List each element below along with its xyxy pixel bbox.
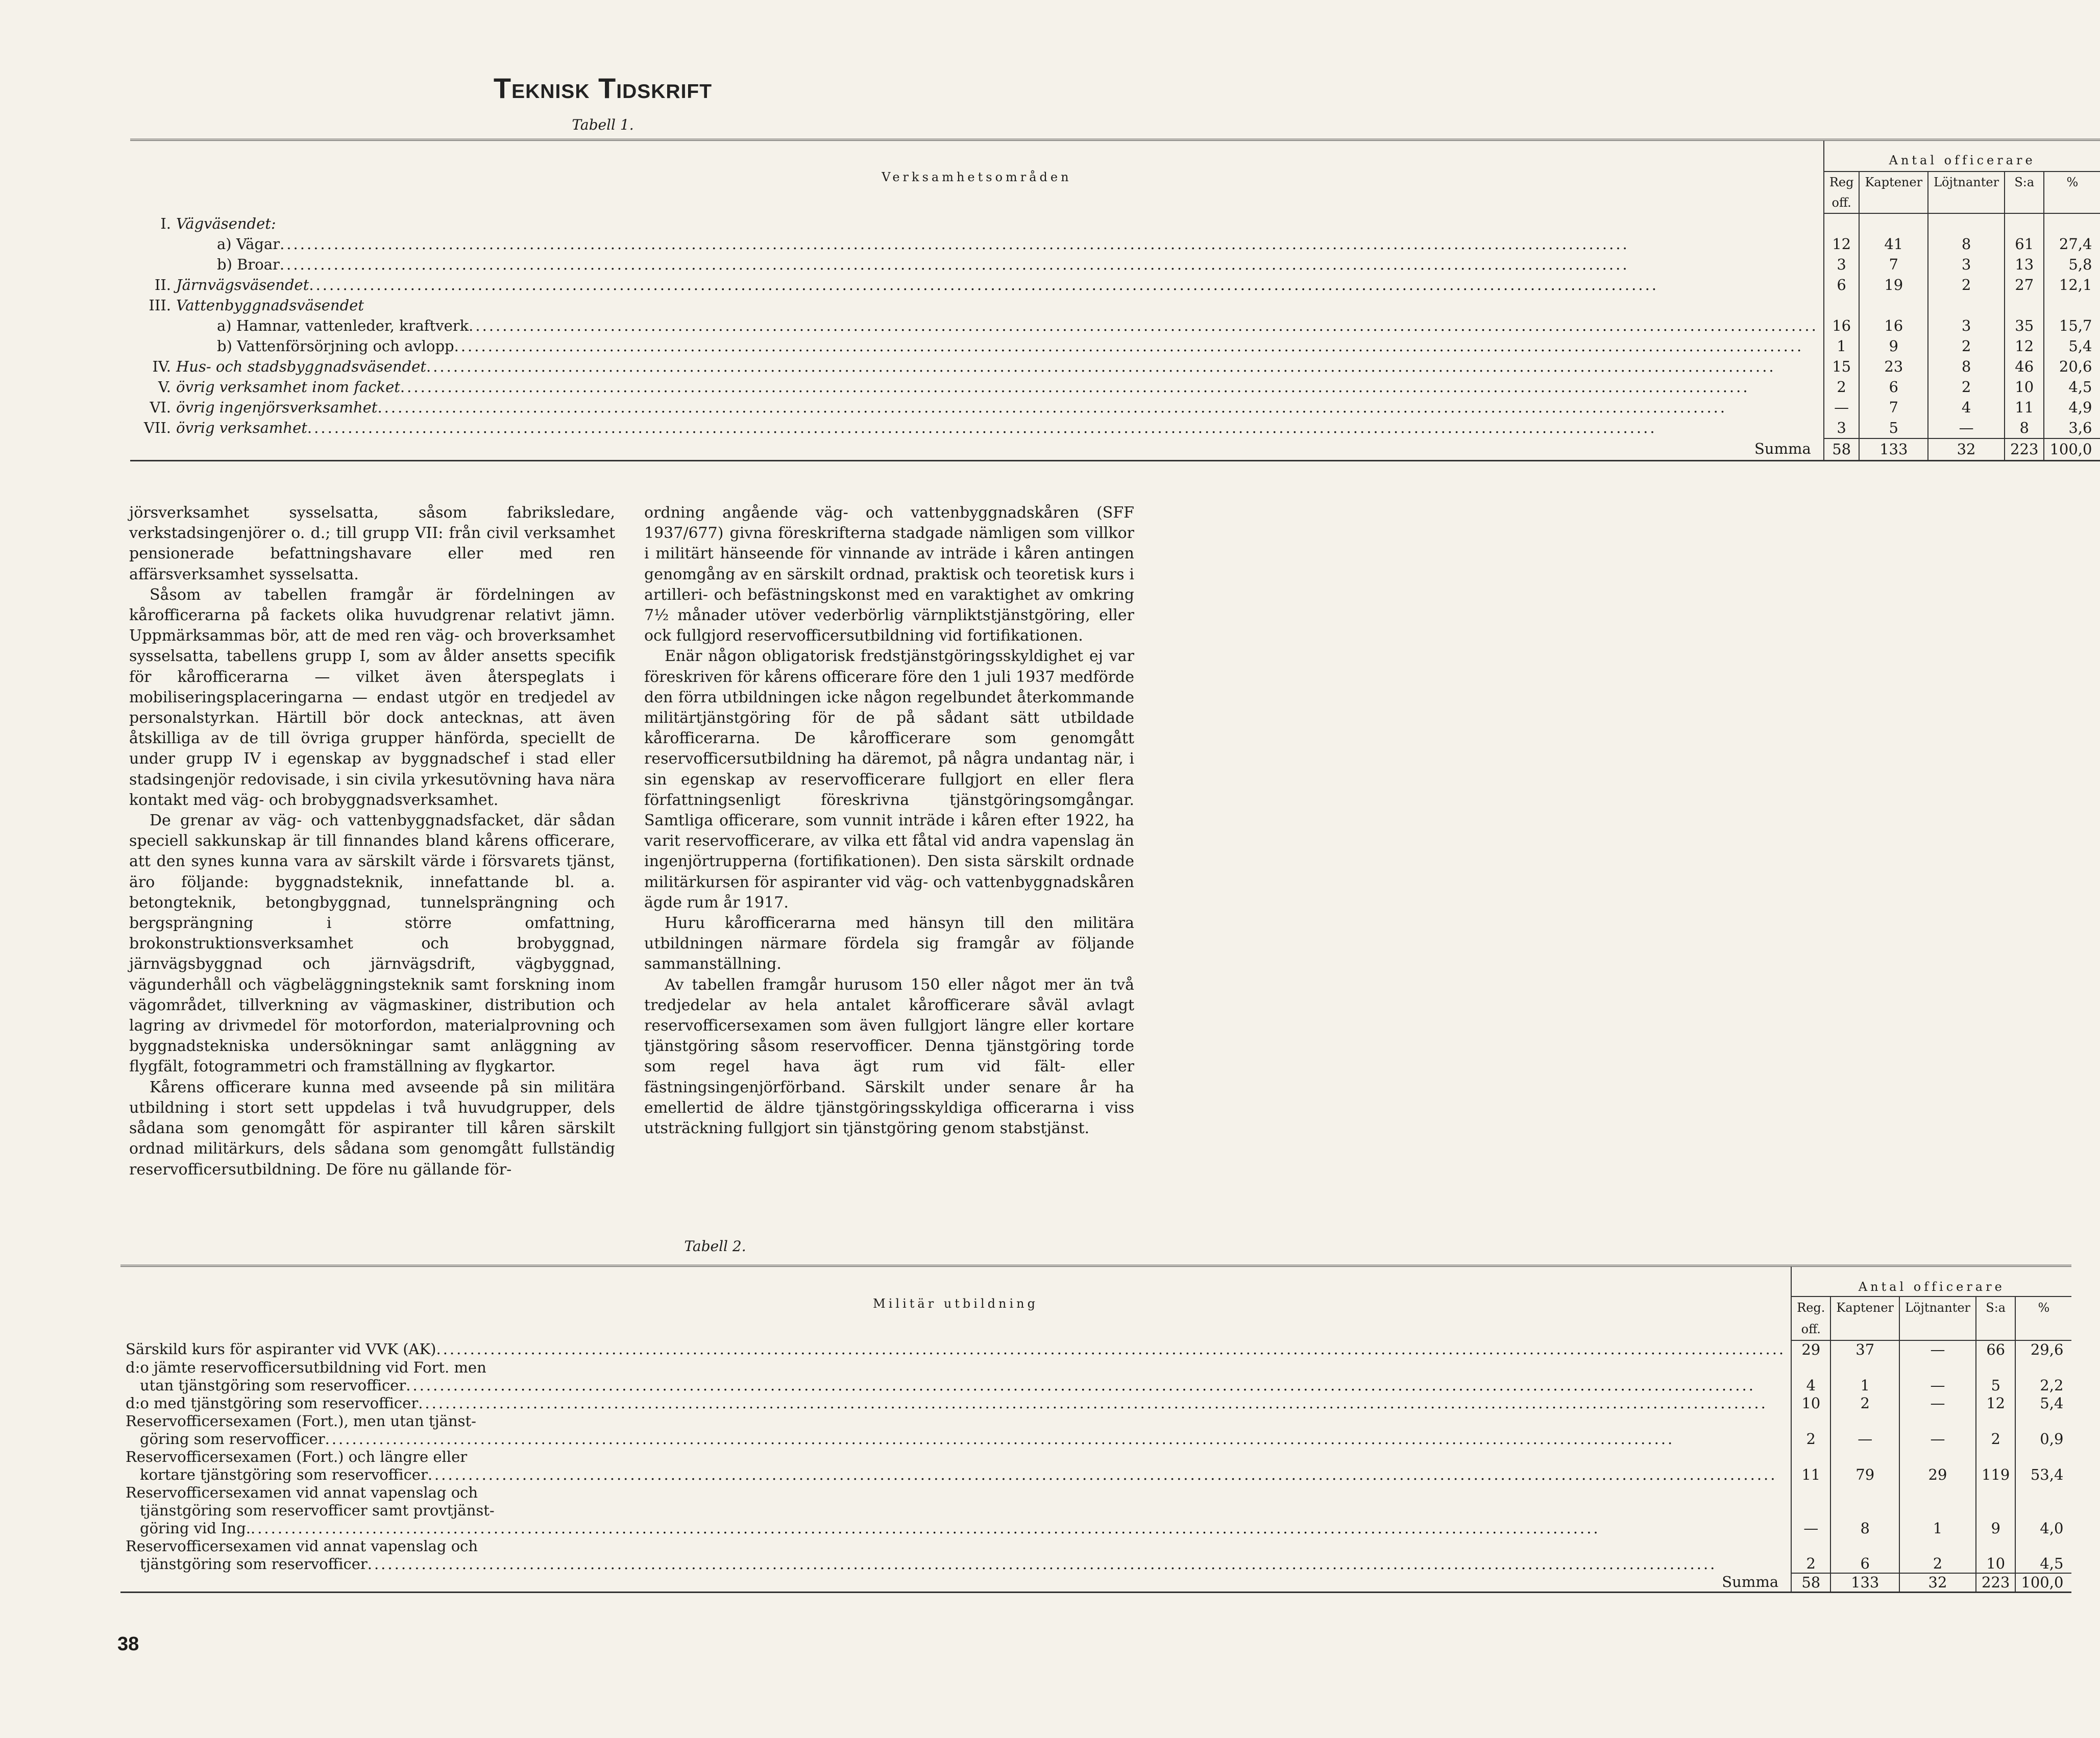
t1-value-cell: 23 [1859, 356, 1928, 377]
t2-area-cell [120, 1484, 1791, 1537]
row-label-text: a) Vägar [217, 235, 280, 253]
t1-area-cell [130, 275, 1824, 295]
row-label-text: Järnvägsväsendet [176, 276, 309, 293]
t2-area-cell [120, 1359, 1791, 1394]
t2-value-cell: — [1899, 1359, 1976, 1394]
t2-value-cell: 5 [1976, 1359, 2015, 1394]
t2-sum-cell: 32 [1899, 1573, 1976, 1593]
t1-value-cell: 15,7 [2044, 315, 2100, 336]
t2-value-cell: 4,5 [2015, 1537, 2071, 1573]
row-label [135, 356, 426, 377]
t1-value-cell [2044, 295, 2100, 315]
t1-value-cell [1824, 213, 1860, 234]
row-label-text: Vägväsendet: [176, 215, 276, 232]
t2-sum-cell: 133 [1830, 1573, 1899, 1593]
t1-value-cell [2005, 295, 2044, 315]
t1-value-cell: 3,6 [2044, 418, 2100, 438]
t2-value-cell: 2,2 [2015, 1359, 2071, 1394]
t1-sum-cell: 58 [1824, 438, 1860, 461]
row-label [135, 336, 454, 356]
row-label-text: b) Broar [217, 256, 280, 273]
t1-value-cell: 3 [1824, 418, 1860, 438]
t2-value-cell: 1 [1899, 1484, 1976, 1537]
table-row [130, 418, 2100, 438]
row-label [135, 234, 280, 254]
t1-value-cell: 9 [1859, 336, 1928, 356]
table-row [120, 1340, 2071, 1359]
t1-value-cell: 61 [2005, 234, 2044, 254]
row-label-line: Reservofficersexamen vid annat vapenslag och [126, 1537, 478, 1555]
t2-col-header: Reg. off. [1791, 1296, 1830, 1340]
row-label-line: Särskild kurs för aspiranter vid VVK (AK) [126, 1340, 436, 1358]
t2-value-cell: 6 [1830, 1537, 1899, 1573]
t1-area-cell [130, 397, 1824, 418]
row-label [135, 418, 307, 438]
row-label-text: Hus- och stadsbyggnadsväsendet [176, 358, 426, 375]
t2-area-cell [120, 1448, 1791, 1484]
t2-value-cell: 11 [1791, 1448, 1830, 1484]
t2-sum-label: Summa [1722, 1573, 1779, 1590]
row-label [135, 397, 377, 418]
table-row [120, 1412, 2071, 1448]
row-number: IV. [152, 358, 171, 375]
t1-value-cell: 2 [1928, 377, 2005, 397]
t2-area-header: Militär utbildning [873, 1296, 1038, 1311]
t1-value-cell: 19 [1859, 275, 1928, 295]
t1-col-header: % [2044, 172, 2100, 213]
t1-value-cell: 46 [2005, 356, 2044, 377]
row-label-line: Reservofficersexamen (Fort.) och längre eller [126, 1448, 468, 1465]
row-label-text: Vattenbyggnadsväsendet [176, 297, 364, 314]
row-label-line: utan tjänstgöring som reservofficer [140, 1377, 406, 1394]
table-row [130, 213, 2100, 234]
t1-area-cell [130, 315, 1824, 336]
row-label-line: Reservofficersexamen vid annat vapenslag och [126, 1484, 478, 1501]
t2-value-cell: — [1830, 1412, 1899, 1448]
t2-value-cell: — [1899, 1412, 1976, 1448]
table-row [130, 315, 2100, 336]
row-label-text: a) Hamnar, vattenleder, kraftverk [217, 317, 469, 334]
t1-sum-label: Summa [1754, 440, 1811, 457]
t2-value-cell: 29 [1791, 1340, 1830, 1359]
t2-col-header: S:a [1976, 1296, 2015, 1340]
t2-value-cell: 29,6 [2015, 1340, 2071, 1359]
t1-value-cell: 10 [2005, 377, 2044, 397]
t1-value-cell: 5,8 [2044, 254, 2100, 275]
t1-col-header: S:a [2005, 172, 2044, 213]
t2-value-cell: — [1899, 1394, 1976, 1412]
t1-value-cell [1859, 213, 1928, 234]
table-row [120, 1394, 2071, 1412]
t1-value-cell: 12 [2005, 336, 2044, 356]
t2-value-cell: — [1791, 1484, 1830, 1537]
table-row [130, 377, 2100, 397]
t1-area-header: Verksamhetsområden [882, 169, 1072, 184]
t1-value-cell: 2 [1928, 275, 2005, 295]
t1-value-cell: — [1928, 418, 2005, 438]
t2-value-cell: 2 [1976, 1412, 2015, 1448]
t1-value-cell: 8 [1928, 234, 2005, 254]
page-number: 38 [117, 1633, 139, 1655]
t2-value-cell: 10 [1791, 1394, 1830, 1412]
t2-col-header: % [2015, 1296, 2071, 1340]
t2-area-cell [120, 1340, 1791, 1359]
t2-value-cell: 12 [1976, 1394, 2015, 1412]
paragraph: Huru kårofficerarna med hänsyn till den militära utbildningen närmare fördela sig framgår av följande sammanställning. [644, 914, 1134, 973]
t2-value-cell: 2 [1830, 1394, 1899, 1412]
t2-value-cell: 66 [1976, 1340, 2015, 1359]
row-label [135, 315, 469, 336]
t2-value-cell: 119 [1976, 1448, 2015, 1484]
row-label-line: Reservofficersexamen (Fort.), men utan tjänst- [126, 1412, 476, 1430]
t1-sum-cell: 133 [1859, 438, 1928, 461]
row-number: VII. [143, 419, 171, 436]
t1-value-cell: 7 [1859, 397, 1928, 418]
t2-value-cell: 4 [1791, 1359, 1830, 1394]
t2-col-header: Löjtnanter [1899, 1296, 1976, 1340]
row-number: VI. [150, 399, 171, 416]
t1-value-cell: 4,5 [2044, 377, 2100, 397]
t2-area-cell [120, 1394, 1791, 1412]
t1-value-cell [2005, 213, 2044, 234]
t1-value-cell [1859, 295, 1928, 315]
t1-value-cell: 12,1 [2044, 275, 2100, 295]
table-row [120, 1359, 2071, 1394]
t1-value-cell: 4 [1928, 397, 2005, 418]
t1-value-cell [1824, 295, 1860, 315]
row-label-line: d:o jämte reservofficersutbildning vid Fort. men [126, 1359, 486, 1376]
t2-value-cell: — [1899, 1340, 1976, 1359]
t2-sum-cell: 58 [1791, 1573, 1830, 1593]
row-label-line: kortare tjänstgöring som reservofficer [140, 1466, 428, 1483]
t1-value-cell: 6 [1859, 377, 1928, 397]
t2-value-cell: 0,9 [2015, 1412, 2071, 1448]
table-row [120, 1537, 2071, 1573]
t1-value-cell: 2 [1928, 336, 2005, 356]
row-label-text: b) Vattenförsörjning och avlopp [217, 337, 454, 355]
row-label-line: tjänstgöring som reservofficer [140, 1555, 368, 1573]
t2-value-cell: 2 [1791, 1537, 1830, 1573]
paragraph: Kårens officerare kunna med avseende på sin militära utbildning i stort sett uppdelas i två huvudgrupper, dels sådana som genomgått för aspiranter till kåren särskilt ordnad militärkurs, dels sådana som genomgått fullständig reservofficersutbildning. De före nu gällande för- [129, 1078, 615, 1179]
row-label [135, 295, 364, 315]
t2-sum-cell: 100,0 [2015, 1573, 2071, 1593]
t1-sum-cell: 32 [1928, 438, 2005, 461]
table-row [130, 254, 2100, 275]
t2-value-cell: 9 [1976, 1484, 2015, 1537]
t2-area-cell [120, 1537, 1791, 1573]
t1-value-cell: 11 [2005, 397, 2044, 418]
t1-value-cell: 1 [1824, 336, 1860, 356]
t1-value-cell: 16 [1824, 315, 1860, 336]
t1-value-cell: 7 [1859, 254, 1928, 275]
t2-value-cell: 29 [1899, 1448, 1976, 1484]
row-label-text: övrig verksamhet inom facket [176, 378, 400, 396]
t1-col-header: Kaptener [1859, 172, 1928, 213]
table-row [130, 356, 2100, 377]
t1-value-cell: 15 [1824, 356, 1860, 377]
body-column-right [644, 503, 1134, 1139]
t1-area-cell [130, 234, 1824, 254]
t2-sum-cell: 223 [1976, 1573, 2015, 1593]
table-row [120, 1484, 2071, 1537]
table-row [130, 234, 2100, 254]
paragraph: Såsom av tabellen framgår är fördelningen av kårofficerarna på fackets olika huvudgrenar relativt jämn. Uppmärksammas bör, att de med ren väg- och broverksamhet sysselsatta, tabellens grupp I, som av ålder ansetts specifik för kårofficerarna — vilket även återspeglats i mobiliseringsplaceringarna — endast utgör en tredjedel av personalstyrkan. Härtill bör dock antecknas, att även åtskilliga av de till övriga grupper hänförda, speciellt de under grupp IV i egenskap av byggnadschef i stad eller stadsingenjör redovisade, i sin civila yrkesutövning hava nära kontakt med väg- och brobyggnadsverksamhet. [129, 585, 615, 809]
t2-value-cell: 8 [1830, 1484, 1899, 1537]
table1 [130, 139, 2100, 461]
row-label-line: göring vid Ing. [140, 1520, 251, 1537]
t2-value-cell: 53,4 [2015, 1448, 2071, 1484]
paragraph: jörsverksamhet sysselsatta, såsom fabriksledare, verkstadsingenjörer o. d.; till grupp VII: från civil verksamhet pensionerade befattningshavare eller med ren affärsverksamhet sysselsatta. [129, 504, 615, 583]
table-row [130, 275, 2100, 295]
t1-value-cell: 5 [1859, 418, 1928, 438]
t1-value-cell: — [1824, 397, 1860, 418]
table-row [130, 397, 2100, 418]
t1-value-cell: 20,6 [2044, 356, 2100, 377]
t1-value-cell: 27,4 [2044, 234, 2100, 254]
t1-group-header: Antal officerare [1824, 140, 2100, 172]
t1-value-cell: 13 [2005, 254, 2044, 275]
t1-value-cell: 8 [2005, 418, 2044, 438]
t2-value-cell: 37 [1830, 1340, 1899, 1359]
row-label-line: göring som reservofficer [140, 1430, 325, 1448]
table-row [120, 1448, 2071, 1484]
table2-body [120, 1340, 2071, 1573]
t2-value-cell: 1 [1830, 1359, 1899, 1394]
journal-title: Teknisk Tidskrift [493, 72, 713, 104]
t1-value-cell [1928, 295, 2005, 315]
row-label-text: övrig verksamhet [176, 419, 307, 436]
t1-value-cell: 2 [1824, 377, 1860, 397]
t1-value-cell: 41 [1859, 234, 1928, 254]
row-label-line: tjänstgöring som reservofficer samt provtjänst- [140, 1502, 495, 1519]
t1-value-cell: 3 [1928, 254, 2005, 275]
t1-value-cell: 27 [2005, 275, 2044, 295]
table1-caption: Tabell 1. [572, 116, 634, 133]
t1-value-cell: 3 [1928, 315, 2005, 336]
row-label [135, 213, 276, 234]
t1-value-cell: 5,4 [2044, 336, 2100, 356]
t1-sum-cell: 223 [2005, 438, 2044, 461]
row-label [135, 254, 280, 275]
t1-value-cell [1928, 213, 2005, 234]
t1-sum-cell: 100,0 [2044, 438, 2100, 461]
t1-value-cell: 3 [1824, 254, 1860, 275]
t1-value-cell: 8 [1928, 356, 2005, 377]
row-number: V. [158, 378, 171, 396]
t1-value-cell [2044, 213, 2100, 234]
row-number: III. [149, 297, 171, 314]
t2-value-cell: 5,4 [2015, 1394, 2071, 1412]
t1-value-cell: 12 [1824, 234, 1860, 254]
t1-col-header: Löjtnanter [1928, 172, 2005, 213]
t1-area-cell [130, 377, 1824, 397]
row-label [135, 377, 400, 397]
t2-value-cell: 79 [1830, 1448, 1899, 1484]
row-number: II. [154, 276, 171, 293]
t2-value-cell: 4,0 [2015, 1484, 2071, 1537]
t1-area-cell [130, 336, 1824, 356]
t1-area-cell [130, 295, 1824, 315]
t1-value-cell: 6 [1824, 275, 1860, 295]
paragraph: Av tabellen framgår hurusom 150 eller något mer än två tredjedelar av hela antalet kårofficerare såväl avlagt reservofficersexamen som även fullgjort längre eller kortare tjänstgöring såsom reservofficer. Denna tjänstgöring torde som regel hava ägt rum vid fält- eller fästningsingenjörförband. Särskilt under senare år ha emellertid de äldre tjänstgöringsskyldiga officerarna i viss utsträckning fullgjort sin tjänstgöring genom stabstjänst. [644, 975, 1134, 1138]
table2 [120, 1265, 2071, 1593]
row-label [135, 275, 309, 295]
t1-col-header: Reg off. [1824, 172, 1860, 213]
row-label-text: övrig ingenjörsverksamhet [176, 399, 378, 416]
t2-value-cell: 10 [1976, 1537, 2015, 1573]
row-number: I. [160, 215, 171, 232]
t2-col-header: Kaptener [1830, 1296, 1899, 1340]
t1-value-cell: 35 [2005, 315, 2044, 336]
t1-value-cell: 16 [1859, 315, 1928, 336]
table2-caption: Tabell 2. [684, 1238, 746, 1255]
t2-value-cell: 2 [1899, 1537, 1976, 1573]
t1-area-cell [130, 213, 1824, 234]
t2-value-cell: 2 [1791, 1412, 1830, 1448]
t1-area-cell [130, 418, 1824, 438]
table1-body [130, 213, 2100, 438]
t1-area-cell [130, 356, 1824, 377]
row-label-line: d:o med tjänstgöring som reservofficer [126, 1394, 419, 1412]
body-column-left [129, 503, 615, 1180]
paragraph: ordning angående väg- och vattenbyggnadskåren (SFF 1937/677) givna föreskrifterna stadgade nämligen som villkor i militärt hänseende för vinnande av inträde i kåren antingen genomgång av en särskilt ordnad, praktisk och teoretisk kurs i artilleri- och befästningskonst med en varaktighet av omkring 7½ månader utöver vederbörlig värnpliktstjänstgöring, eller ock fullgjord reservofficersutbildning vid fortifikationen. [644, 504, 1134, 645]
t1-value-cell: 4,9 [2044, 397, 2100, 418]
t2-group-header: Antal officerare [1791, 1266, 2071, 1296]
paragraph: De grenar av väg- och vattenbyggnadsfacket, där sådan speciell sakkunskap är till finnandes bland kårens officerare, att den synes kunna vara av särskilt värde i försvarets tjänst, äro följande: byggnadsteknik, innefattande bl. a. betongteknik, betongbyggnad, tunnelsprängning och bergsprängning i större omfattning, brokonstruktionsverksamhet och brobyggnad, järnvägsbyggnad och järnvägsdrift, vägbyggnad, vägunderhåll och vägbeläggningsteknik samt forskning inom vägområdet, tillverkning av vägmaskiner, distribution och lagring av drivmedel för motorfordon, materialprovning och byggnadstekniska undersökningar samt anläggning av flygfält, fotogrammetri och framställning av flygkartor. [129, 812, 615, 1076]
table-row [130, 336, 2100, 356]
t1-area-cell [130, 254, 1824, 275]
t2-area-cell [120, 1412, 1791, 1448]
table-row [130, 295, 2100, 315]
paragraph: Enär någon obligatorisk fredstjänstgöringsskyldighet ej var föreskriven för kårens officerare före den 1 juli 1937 medförde den förra utbildningen icke någon regelbundet återkommande militärtjänstgöring för de på sådant sätt utbildade kårofficerarna. De kårofficerare som genomgått reservofficersutbildning ha däremot, på några undantag när, i sin egenskap av reservofficerare fullgjort en eller flera författningsenligt föreskrivna tjänstgöringsomgångar. Samtliga officerare, som vunnit inträde i kåren efter 1922, ha varit reservofficerare, av vilka ett fåtal vid andra vapenslag än ingenjörtrupperna (fortifikationen). Den sista särskilt ordnade militärkursen för aspiranter vid väg- och vattenbyggnadskåren ägde rum år 1917. [644, 647, 1134, 912]
